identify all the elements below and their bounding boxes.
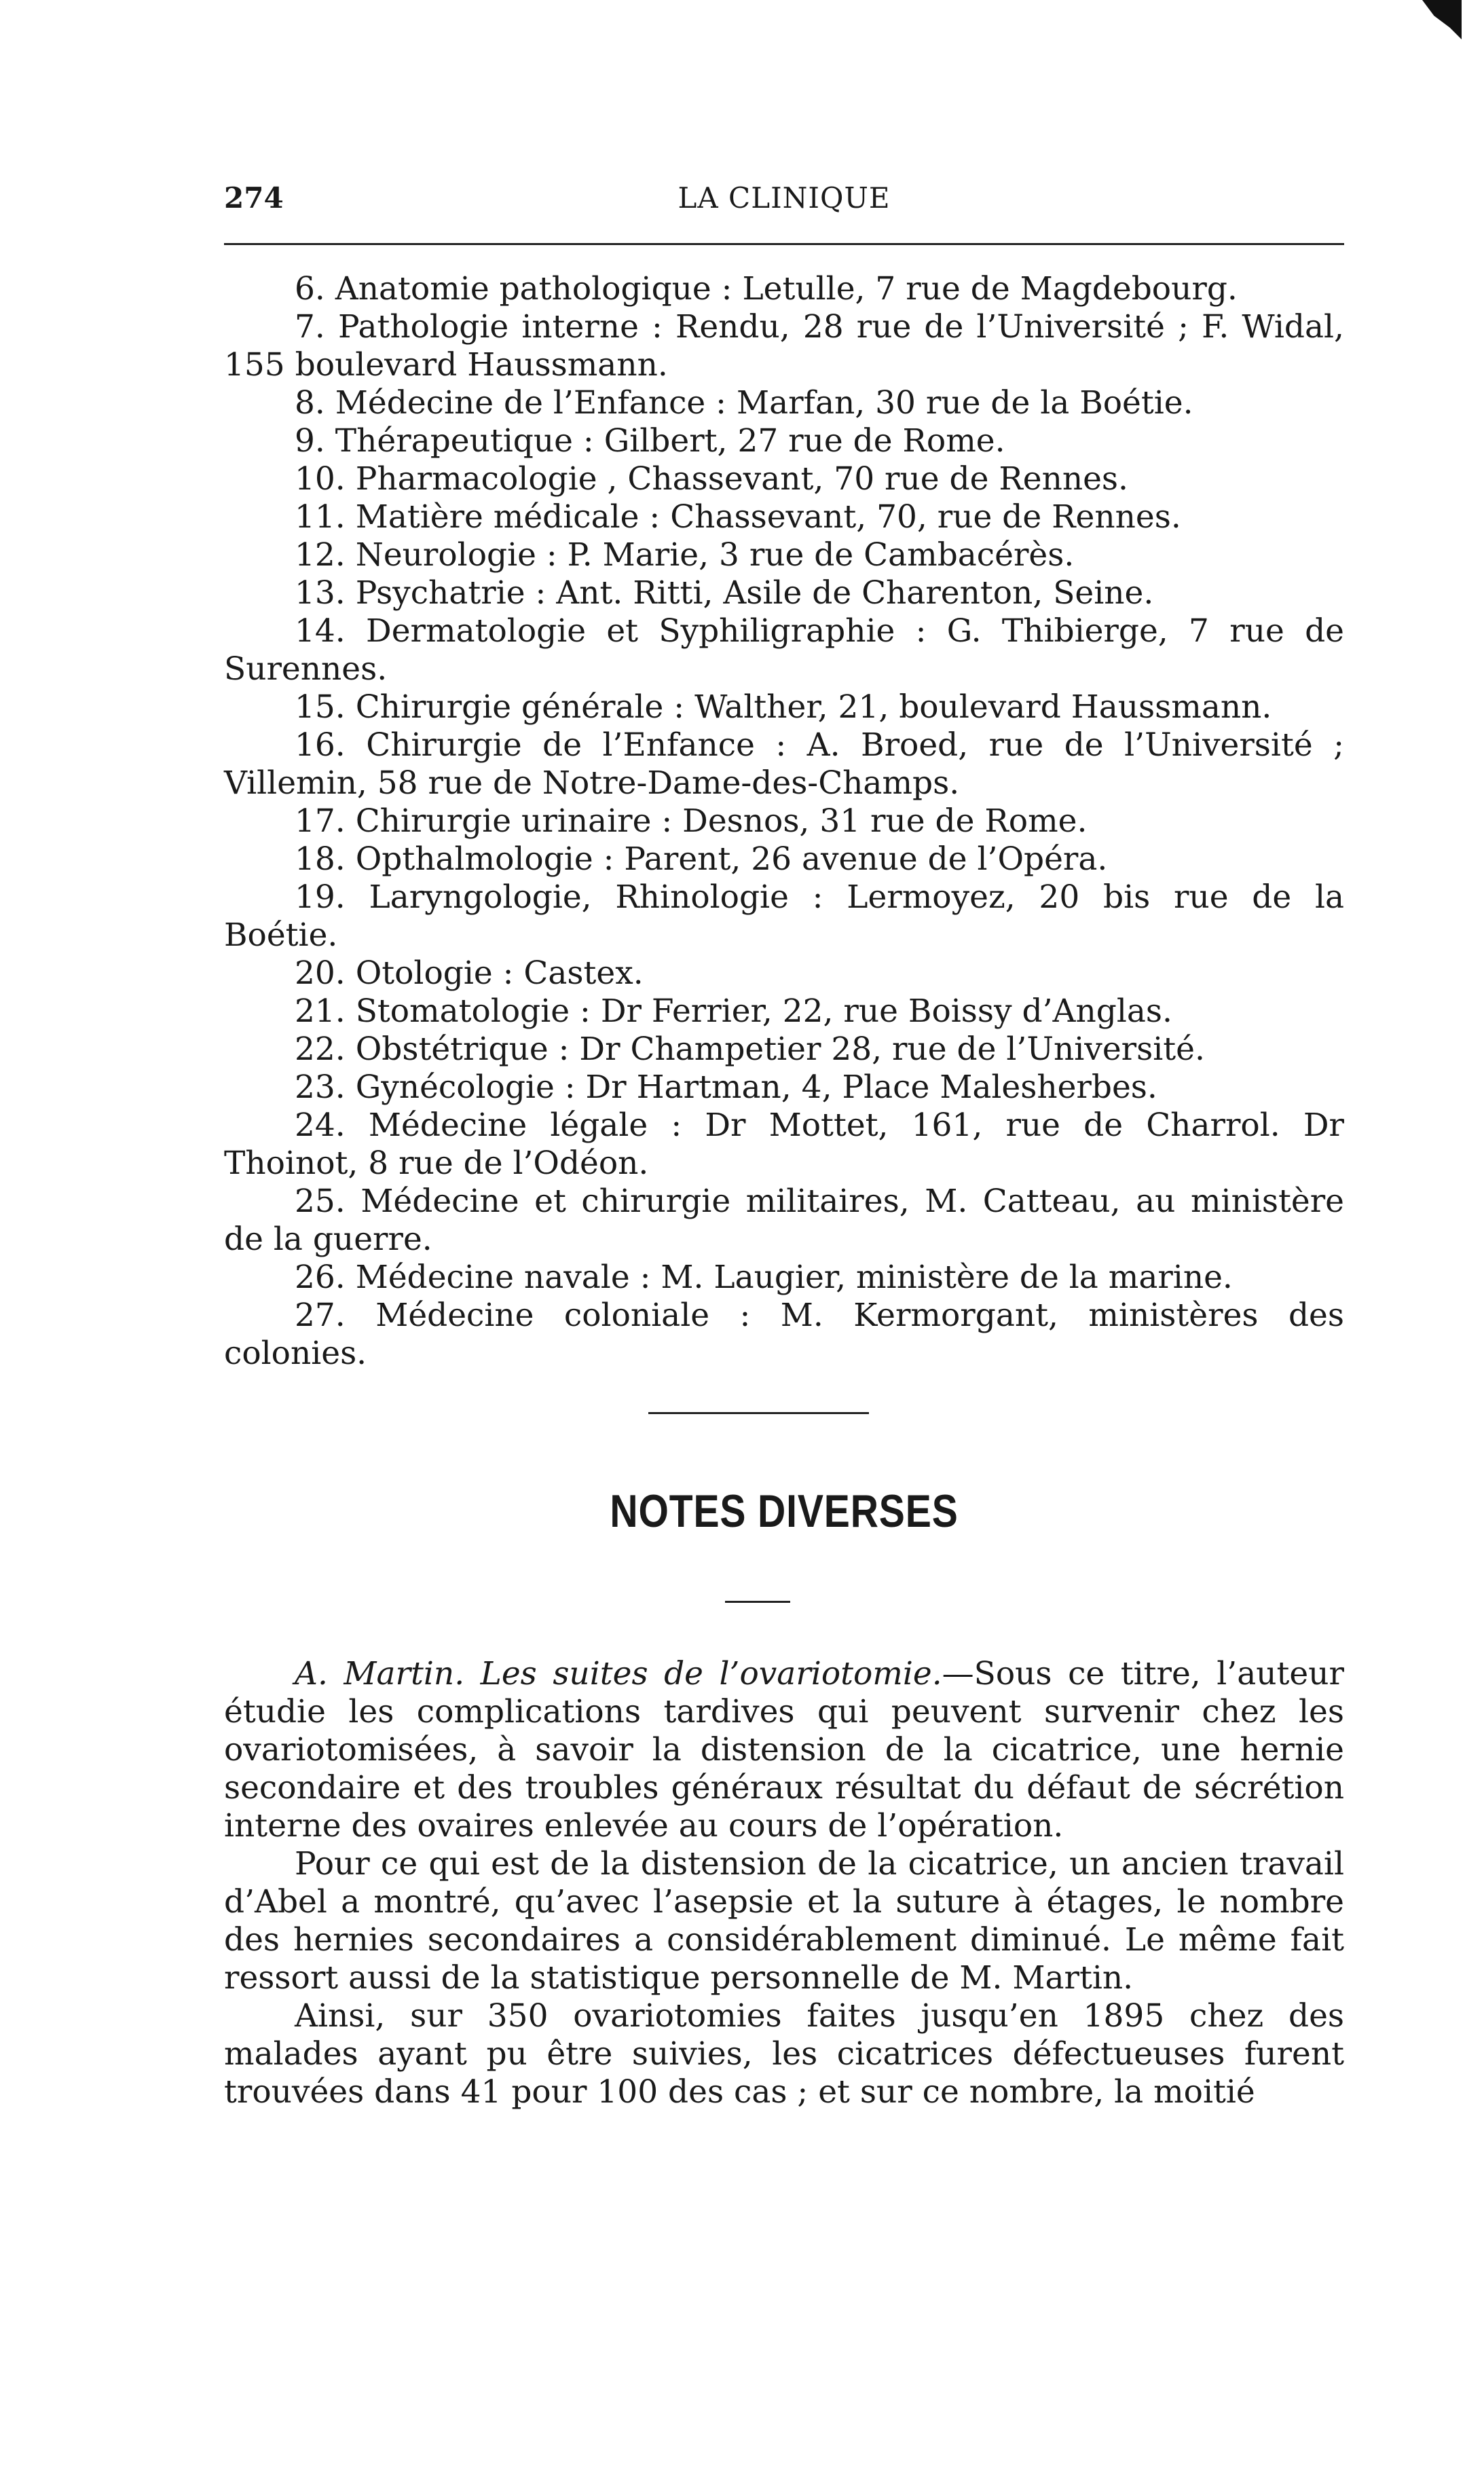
list-item-number: 18. xyxy=(295,840,346,878)
list-item xyxy=(224,726,1344,802)
title-rule xyxy=(725,1601,790,1603)
page-number: 274 xyxy=(224,181,284,215)
list-item-number: 20. xyxy=(295,955,346,992)
list-item-number: 8. xyxy=(295,384,325,422)
notes-paragraph xyxy=(224,1655,1344,1845)
list-item xyxy=(224,574,1344,612)
page-header xyxy=(224,178,1344,219)
note-intro: —Sous ce titre, l’auteur étudie les complications tardives qui peuvent survenir chez les ovariotomisées, à savoir la distension de la cicatrice, une hernie secondaire et des troubles généraux résultat du défaut de sécrétion interne des ovaires enlevée au cours de l’opération. xyxy=(224,1655,1344,1845)
scan-corner-mark xyxy=(1422,0,1462,39)
list-item-number: 25. xyxy=(295,1183,346,1220)
list-item-number: 27. xyxy=(295,1297,346,1334)
list-item-text: Stomatologie : Dr Ferrier, 22, rue Boissy d’Anglas. xyxy=(355,993,1172,1030)
list-item xyxy=(224,536,1344,574)
list-item-text: Médecine légale : Dr Mottet, 161, rue de Charrol. Dr Thoinot, 8 rue de l’Odéon. xyxy=(224,1107,1344,1182)
list-item xyxy=(224,688,1344,726)
list-item-number: 13. xyxy=(295,574,346,612)
list-item xyxy=(224,878,1344,955)
list-item-number: 17. xyxy=(295,802,346,840)
section-title: NOTES DIVERSES xyxy=(610,1485,959,1537)
list-item-text: Opthalmologie : Parent, 26 avenue de l’Opéra. xyxy=(355,840,1108,878)
list-item-text: Obstétrique : Dr Champetier 28, rue de l’Université. xyxy=(355,1031,1205,1068)
notes-paragraph: Ainsi, sur 350 ovariotomies faites jusqu’en 1895 chez des malades ayant pu être suivies, les cicatrices défectueuses furent trouvées dans 41 pour 100 des cas ; et sur ce nombre, la moitié xyxy=(224,1997,1344,2111)
list-item-text: Chirurgie générale : Walther, 21, boulevard Haussmann. xyxy=(355,688,1272,726)
list-item-number: 22. xyxy=(295,1031,346,1068)
section-separator xyxy=(648,1412,869,1414)
list-item xyxy=(224,422,1344,460)
notes-body xyxy=(224,1655,1344,2111)
list-item-text: Thérapeutique : Gilbert, 27 rue de Rome. xyxy=(335,422,1005,460)
list-item-number: 19. xyxy=(295,878,346,916)
list-item-text: Médecine navale : M. Laugier, ministère de la marine. xyxy=(355,1259,1233,1296)
list-item-text: Otologie : Castex. xyxy=(355,955,644,992)
list-item-text: Matière médicale : Chassevant, 70, rue de Rennes. xyxy=(355,498,1181,536)
list-item-number: 16. xyxy=(295,726,346,764)
list-item xyxy=(224,1297,1344,1373)
list-item xyxy=(224,612,1344,688)
list-item-number: 7. xyxy=(295,308,325,346)
list-item-number: 9. xyxy=(295,422,325,460)
list-item xyxy=(224,993,1344,1031)
list-item-number: 14. xyxy=(295,612,346,650)
list-item-number: 12. xyxy=(295,536,346,574)
notes-paragraph: Pour ce qui est de la distension de la cicatrice, un ancien travail d’Abel a montré, qu’avec l’asepsie et la suture à étages, le nombre des hernies secondaires a considérablement diminué. Le même fait ressort aussi de la statistique personnelle de M. Martin. xyxy=(224,1845,1344,1997)
list-item xyxy=(224,270,1344,308)
list-item-number: 15. xyxy=(295,688,346,726)
list-item-text: Chirurgie de l’Enfance : A. Broed, rue de l’Université ; Villemin, 58 rue de Notre-Dame-des-Champs. xyxy=(224,726,1344,802)
list-item xyxy=(224,840,1344,878)
list-item-number: 21. xyxy=(295,993,346,1030)
list-item-text: Médecine coloniale : M. Kermorgant, ministères des colonies. xyxy=(224,1297,1344,1372)
list-item-number: 11. xyxy=(295,498,346,536)
list-item-text: Chirurgie urinaire : Desnos, 31 rue de Rome. xyxy=(355,802,1088,840)
list-item xyxy=(224,1183,1344,1259)
list-item-number: 23. xyxy=(295,1069,346,1106)
list-item xyxy=(224,498,1344,536)
header-rule xyxy=(224,243,1344,245)
note-article-title: Les suites de l’ovariotomie. xyxy=(480,1655,942,1692)
list-item-text: Gynécologie : Dr Hartman, 4, Place Malesherbes. xyxy=(355,1069,1157,1106)
list-item xyxy=(224,1259,1344,1297)
list-item-text: Laryngologie, Rhinologie : Lermoyez, 20 bis rue de la Boétie. xyxy=(224,878,1344,954)
list-item xyxy=(224,1069,1344,1107)
running-title: LA CLINIQUE xyxy=(678,181,891,215)
list-item xyxy=(224,460,1344,498)
list-item xyxy=(224,1031,1344,1069)
list-item-text: Pathologie interne : Rendu, 28 rue de l’Université ; F. Widal, 155 boulevard Haussmann. xyxy=(224,308,1344,384)
note-author: A. Martin. xyxy=(295,1655,465,1692)
list-item xyxy=(224,955,1344,993)
list-item-number: 10. xyxy=(295,460,346,498)
list-item-text: Médecine de l’Enfance : Marfan, 30 rue de la Boétie. xyxy=(335,384,1193,422)
specialist-list xyxy=(224,270,1344,1373)
list-item-number: 26. xyxy=(295,1259,346,1296)
list-item-text: Neurologie : P. Marie, 3 rue de Cambacérès. xyxy=(355,536,1075,574)
list-item xyxy=(224,802,1344,840)
list-item xyxy=(224,384,1344,422)
list-item xyxy=(224,1107,1344,1183)
list-item-text: Dermatologie et Syphiligraphie : G. Thibierge, 7 rue de Surennes. xyxy=(224,612,1344,688)
list-item-text: Anatomie pathologique : Letulle, 7 rue de Magdebourg. xyxy=(335,270,1238,308)
list-item-number: 6. xyxy=(295,270,325,308)
list-item-number: 24. xyxy=(295,1107,346,1144)
list-item-text: Psychatrie : Ant. Ritti, Asile de Charenton, Seine. xyxy=(355,574,1154,612)
list-item-text: Médecine et chirurgie militaires, M. Catteau, au ministère de la guerre. xyxy=(224,1183,1344,1258)
list-item xyxy=(224,308,1344,384)
list-item-text: Pharmacologie , Chassevant, 70 rue de Rennes. xyxy=(355,460,1128,498)
